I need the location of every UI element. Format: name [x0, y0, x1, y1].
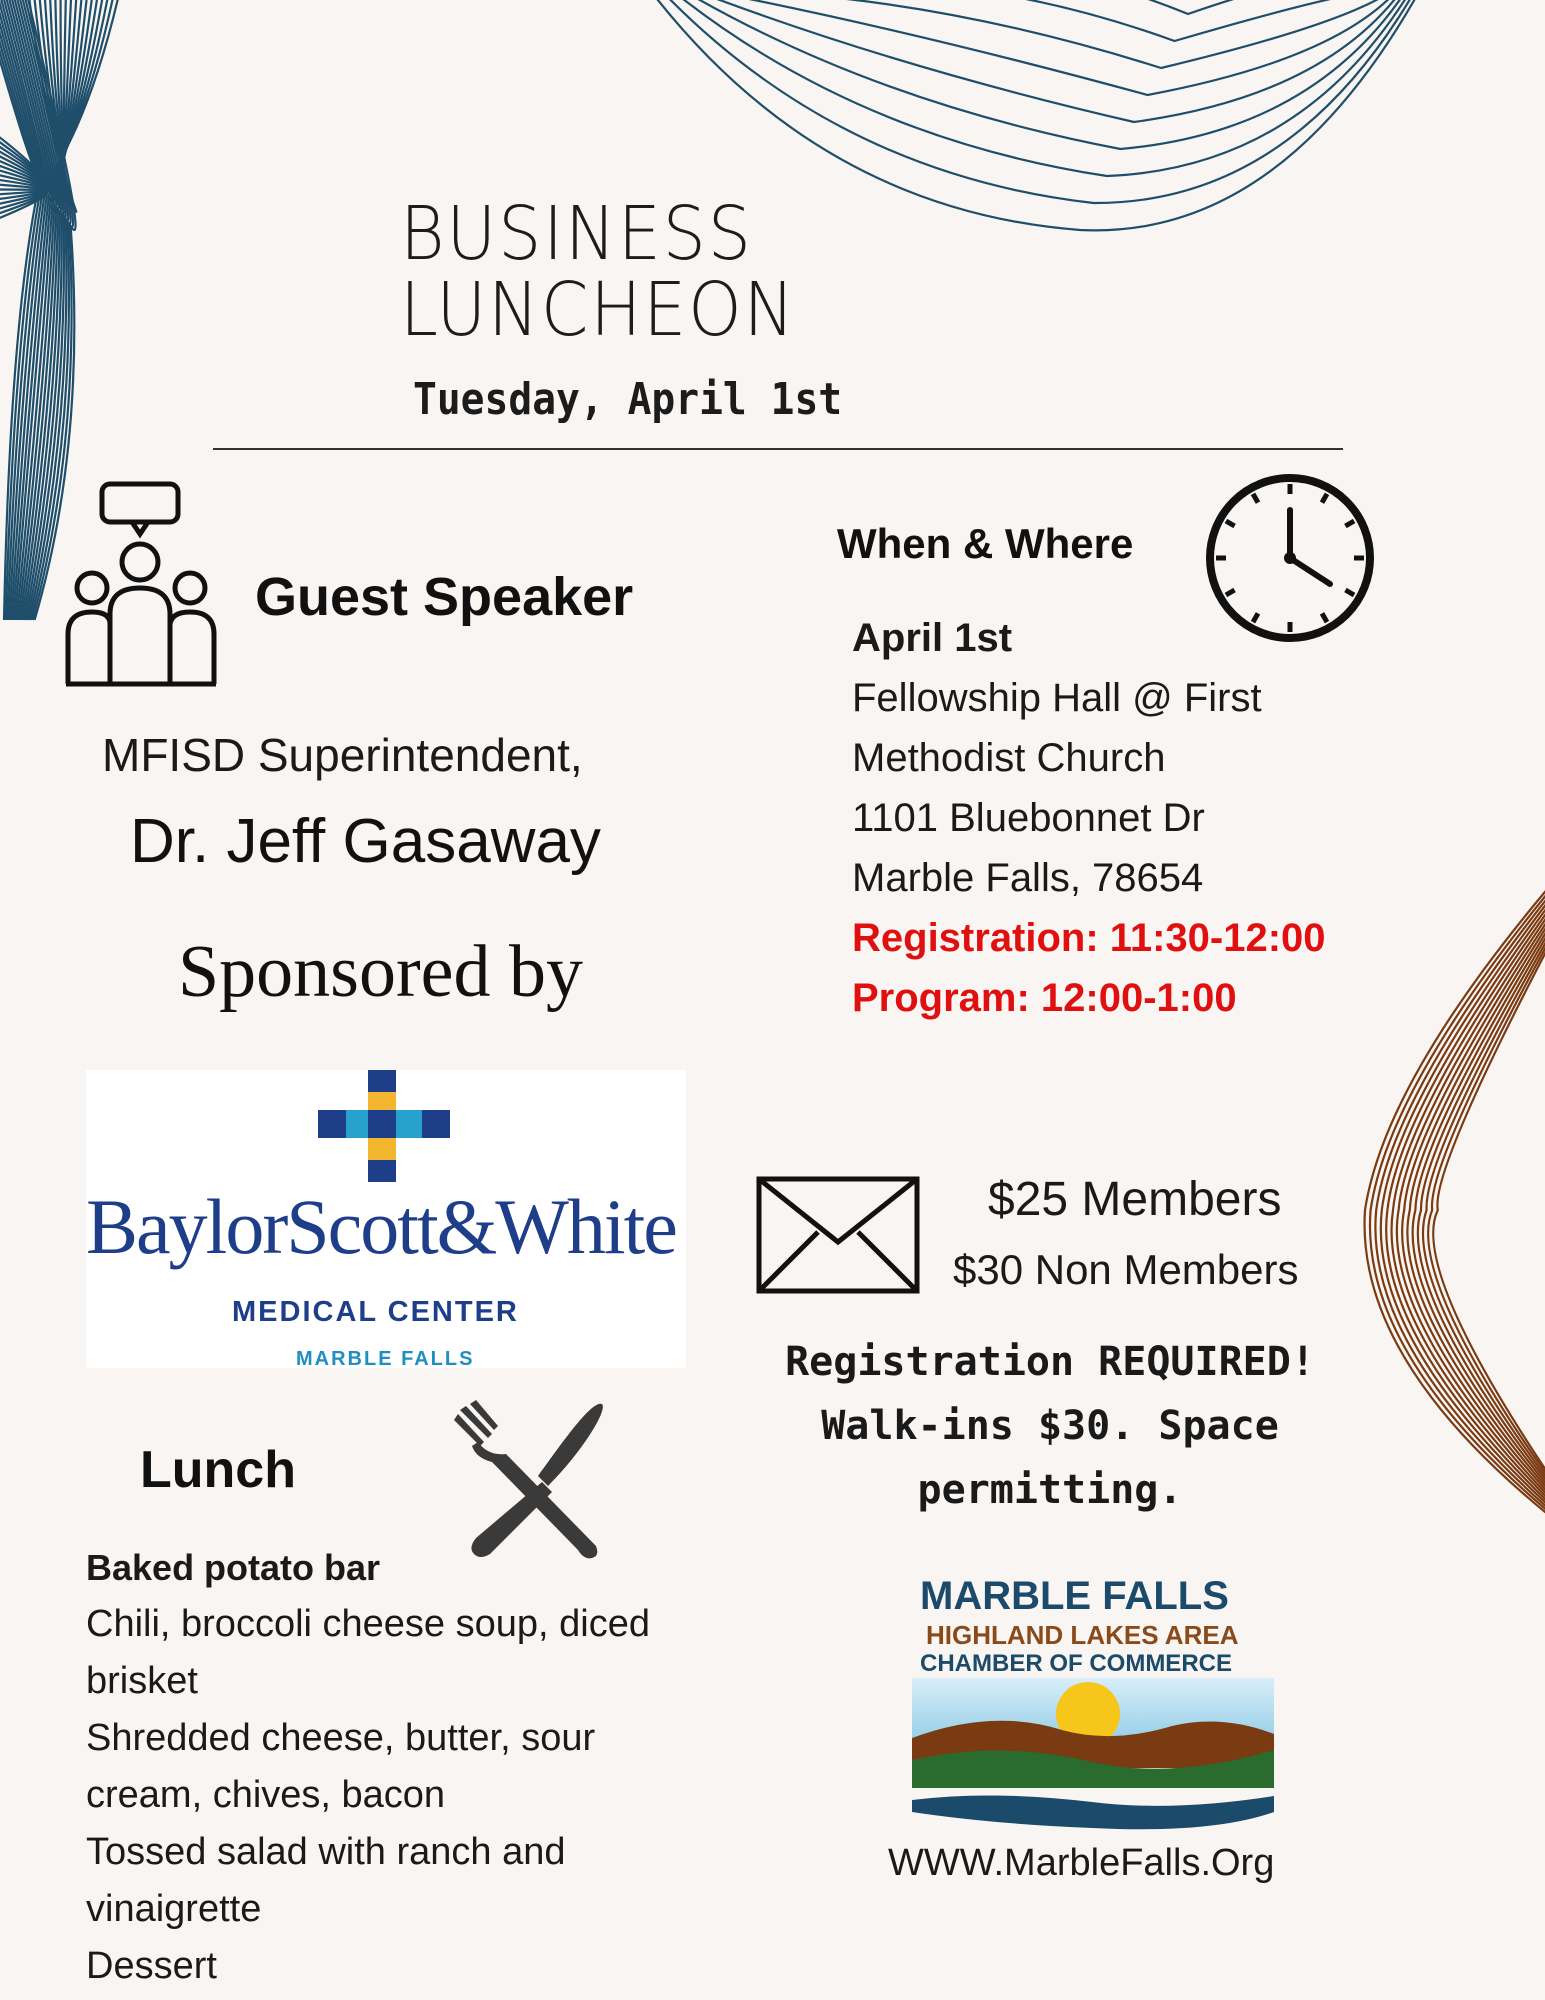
- walkins-note: Walk-ins $30. Space permitting.: [821, 1403, 1279, 1513]
- sponsor-logo: [86, 1070, 686, 1368]
- when-where-details: [852, 608, 1372, 1028]
- lunch-menu: [86, 1539, 726, 1995]
- when-where-heading: When & Where: [837, 520, 1134, 567]
- lunch-heading: Lunch: [140, 1441, 296, 1499]
- menu-item: Tossed salad with ranch and: [86, 1831, 566, 1873]
- non-member-price: $30 Non Members: [953, 1246, 1299, 1293]
- header-divider: [213, 448, 1343, 450]
- menu-item: Chili, broccoli cheese soup, diced: [86, 1603, 650, 1645]
- event-title-line2: LUNCHEON: [400, 267, 797, 353]
- venue-line1: Fellowship Hall @ First: [852, 676, 1262, 720]
- venue-address: 1101 Bluebonnet Dr: [852, 796, 1205, 840]
- landscape-sun-icon: [912, 1678, 1274, 1834]
- audience-speech-icon: [62, 478, 222, 688]
- bsw-cross-icon: [318, 1070, 450, 1182]
- registration-required: Registration REQUIRED!: [785, 1339, 1315, 1385]
- envelope-icon: [756, 1176, 920, 1294]
- program-time: Program: 12:00-1:00: [852, 976, 1237, 1020]
- website-link[interactable]: WWW.MarbleFalls.Org: [888, 1842, 1275, 1884]
- sponsor-subtitle: MEDICAL CENTER: [232, 1296, 519, 1328]
- guest-speaker-heading: Guest Speaker: [255, 567, 634, 627]
- menu-item: Dessert: [86, 1945, 217, 1987]
- speaker-role: MFISD Superintendent,: [102, 729, 583, 781]
- menu-item: brisket: [86, 1660, 198, 1702]
- chamber-logo: [912, 1574, 1274, 1824]
- event-title-line1: BUSINESS: [400, 191, 753, 277]
- sponsor-location: MARBLE FALLS: [296, 1348, 475, 1370]
- speaker-name: Dr. Jeff Gasaway: [130, 807, 601, 876]
- venue-line2: Methodist Church: [852, 736, 1166, 780]
- chamber-name: MARBLE FALLS: [920, 1574, 1229, 1618]
- chamber-org: CHAMBER OF COMMERCE: [920, 1650, 1232, 1677]
- menu-item: Baked potato bar: [86, 1547, 381, 1588]
- member-price: $25 Members: [988, 1173, 1282, 1226]
- fork-knife-icon: [452, 1400, 612, 1560]
- registration-notice: [710, 1330, 1390, 1522]
- event-date: Tuesday, April 1st: [413, 374, 843, 425]
- sponsor-name: BaylorScott&White: [86, 1183, 676, 1270]
- menu-item: Shredded cheese, butter, sour: [86, 1717, 596, 1759]
- sponsored-by-label: Sponsored by: [178, 931, 583, 1013]
- menu-item: cream, chives, bacon: [86, 1774, 446, 1816]
- event-date-short: April 1st: [852, 616, 1013, 660]
- venue-city: Marble Falls, 78654: [852, 856, 1204, 900]
- chamber-area: HIGHLAND LAKES AREA: [926, 1620, 1239, 1650]
- registration-time: Registration: 11:30-12:00: [852, 916, 1326, 960]
- menu-item: vinaigrette: [86, 1888, 262, 1930]
